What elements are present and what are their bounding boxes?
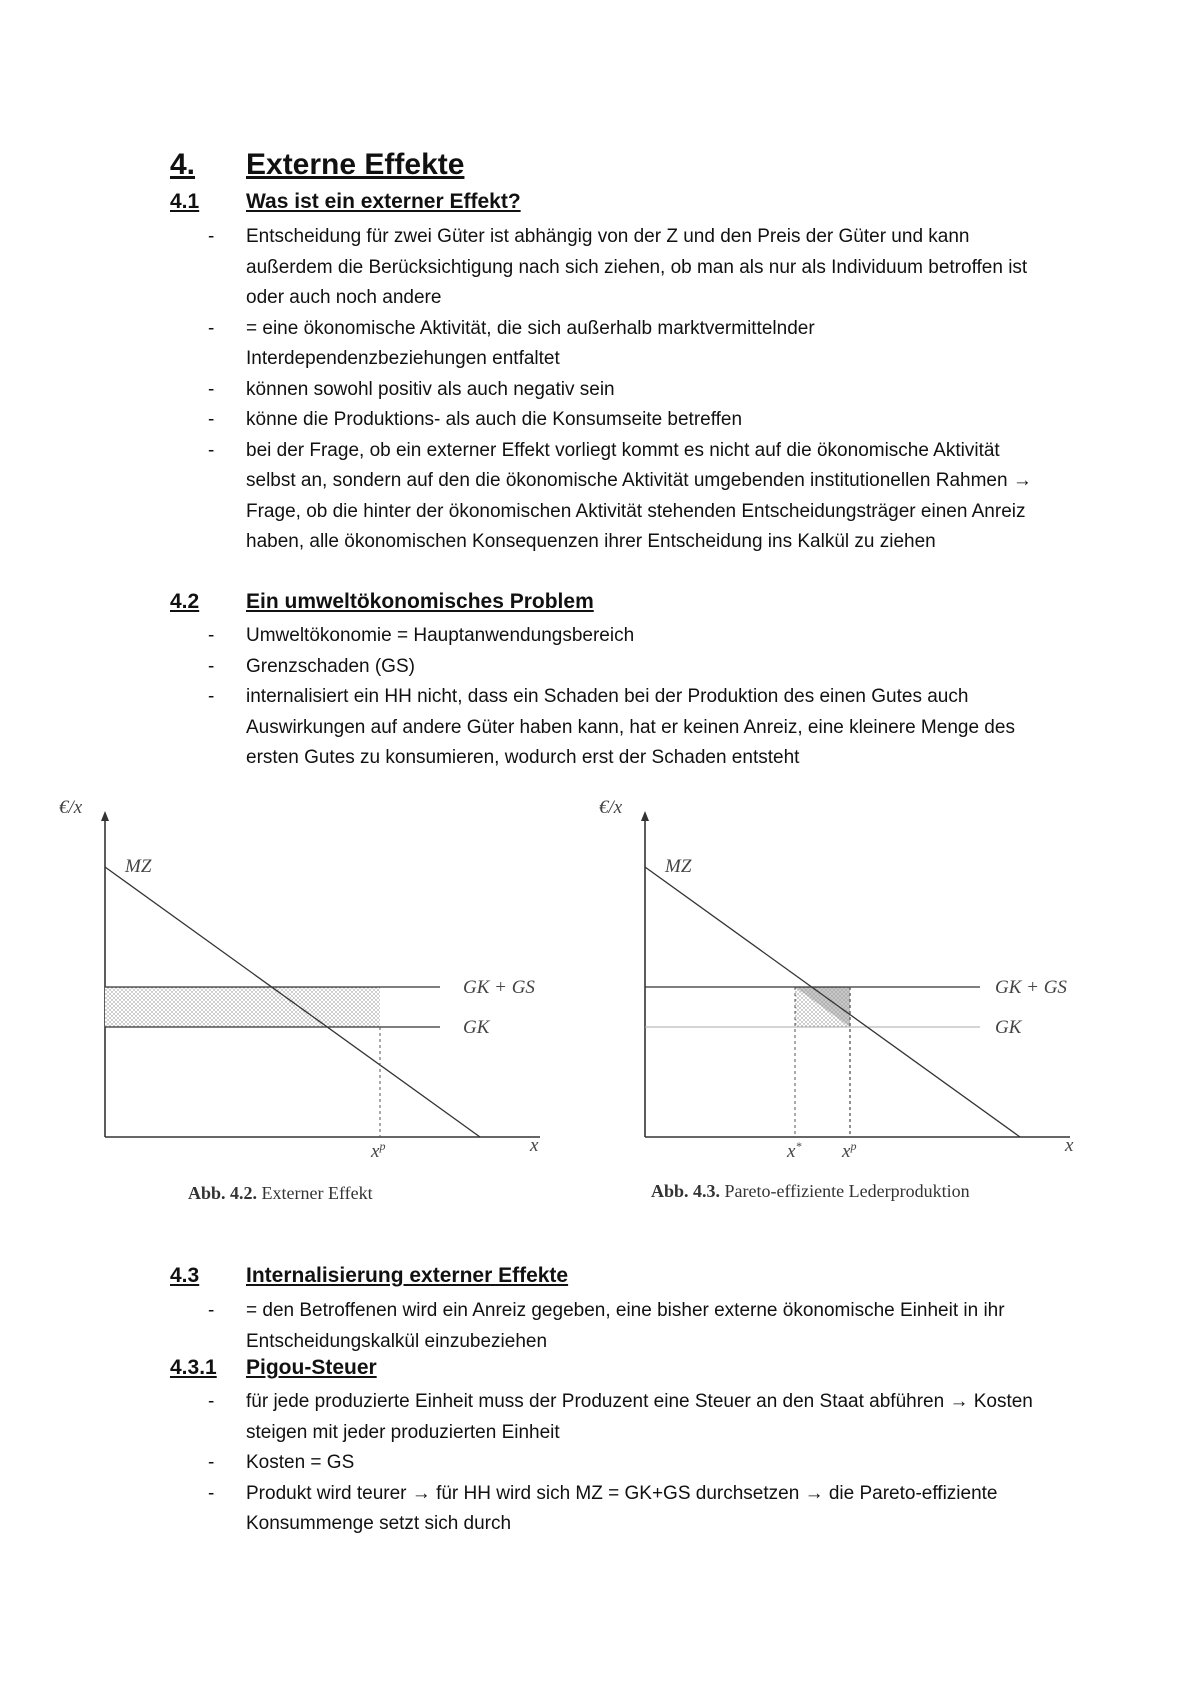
section-4-2-heading [170,590,594,614]
gk-label: GK [995,1017,1022,1038]
section-number: 4.1 [170,190,200,213]
y-axis-arrow [101,811,109,821]
section-4-heading [170,148,464,182]
section-title: Externe Effekte [246,148,465,181]
section-title: Ein umweltökonomisches Problem [246,590,594,613]
gk-gs-label: GK + GS [995,977,1067,998]
figure-4-2 [55,795,565,1175]
caption-number: Abb. 4.2. [188,1183,258,1203]
gk-label: GK [463,1017,490,1038]
caption-text: Pareto-effiziente Lederproduktion [724,1181,970,1201]
x-axis-label: x [1065,1135,1074,1156]
section-4-3-bullets [0,1296,1046,1357]
gk-gs-label: GK + GS [463,977,535,998]
xp-label: $x^p$ [371,1139,386,1162]
list-item: - Umweltökonomie = Hauptanwendungsbereich [0,621,1046,652]
list-item: - Grenzschaden (GS) [0,652,1046,683]
list-item: - = den Betroffenen wird ein Anreiz gegeben, eine bisher externe ökonomische Einheit in ihr Entscheidungskalkül einzubeziehen [0,1296,1046,1357]
section-4-1-heading [170,190,521,214]
mz-line [645,867,1020,1137]
list-item: - bei der Frage, ob ein externer Effekt vorliegt kommt es nicht auf die ökonomische Aktivität selbst an, sondern auf den die ökonomische Aktivität umgebenden institutionellen Rahmen → Frage, ob die hinter der ökonomischen Aktivität stehenden Entscheidungsträger einen Anreiz haben, alle ökonomischen Konsequenzen ihrer Entscheidung ins Kalkül zu ziehen [0,436,1046,558]
section-4-3-1-heading [170,1356,377,1380]
figure-4-2-caption [188,1183,373,1204]
y-axis-label: €/x [599,797,623,818]
list-item: - internalisiert ein HH nicht, dass ein Schaden bei der Produktion des einen Gutes auch Auswirkungen auf andere Güter haben kann, hat er keinen Anreiz, eine kleinere Menge des ersten Gutes zu konsumieren, wodurch erst der Schaden entsteht [0,682,1046,774]
list-item: - für jede produzierte Einheit muss der Produzent eine Steuer an den Staat abführen → Kosten steigen mit jeder produzierten Einheit [0,1387,1046,1448]
list-item: - Entscheidung für zwei Güter ist abhängig von der Z und den Preis der Güter und kann außerdem die Berücksichtigung nach sich ziehen, ob man als nur als Individuum betroffen ist oder auch noch andere [0,222,1046,314]
section-number: 4.3.1 [170,1356,217,1379]
caption-number: Abb. 4.3. [651,1181,721,1201]
mz-label: MZ [665,856,692,877]
section-number: 4.2 [170,590,200,613]
mz-label: MZ [125,856,152,877]
y-axis-label: €/x [59,797,83,818]
xp-label: $x^p$ [842,1139,857,1162]
figure-4-3-caption [651,1181,970,1202]
section-4-2-bullets [0,621,1046,774]
y-axis-arrow [641,811,649,821]
figure-4-3 [595,795,1105,1175]
list-item: - Kosten = GS [0,1448,1046,1479]
section-number: 4. [170,148,196,181]
section-title: Pigou-Steuer [246,1356,377,1379]
section-title: Was ist ein externer Effekt? [246,190,521,213]
caption-text: Externer Effekt [261,1183,373,1203]
list-item: - könne die Produktions- als auch die Konsumseite betreffen [0,405,1046,436]
section-4-1-bullets [0,222,1046,558]
list-item: - können sowohl positiv als auch negativ sein [0,375,1046,406]
x-axis-label: x [530,1135,539,1156]
list-item: - = eine ökonomische Aktivität, die sich außerhalb marktvermittelnder Interdependenzbeziehungen entfaltet [0,314,1046,375]
section-title: Internalisierung externer Effekte [246,1264,569,1287]
section-number: 4.3 [170,1264,200,1287]
list-item: - Produkt wird teurer → für HH wird sich MZ = GK+GS durchsetzen → die Pareto-effiziente Konsummenge setzt sich durch [0,1479,1046,1540]
welfare-loss-area [105,987,380,1027]
xstar-label: x* [787,1139,802,1162]
section-4-3-1-bullets [0,1387,1046,1540]
section-4-3-heading [170,1264,568,1288]
